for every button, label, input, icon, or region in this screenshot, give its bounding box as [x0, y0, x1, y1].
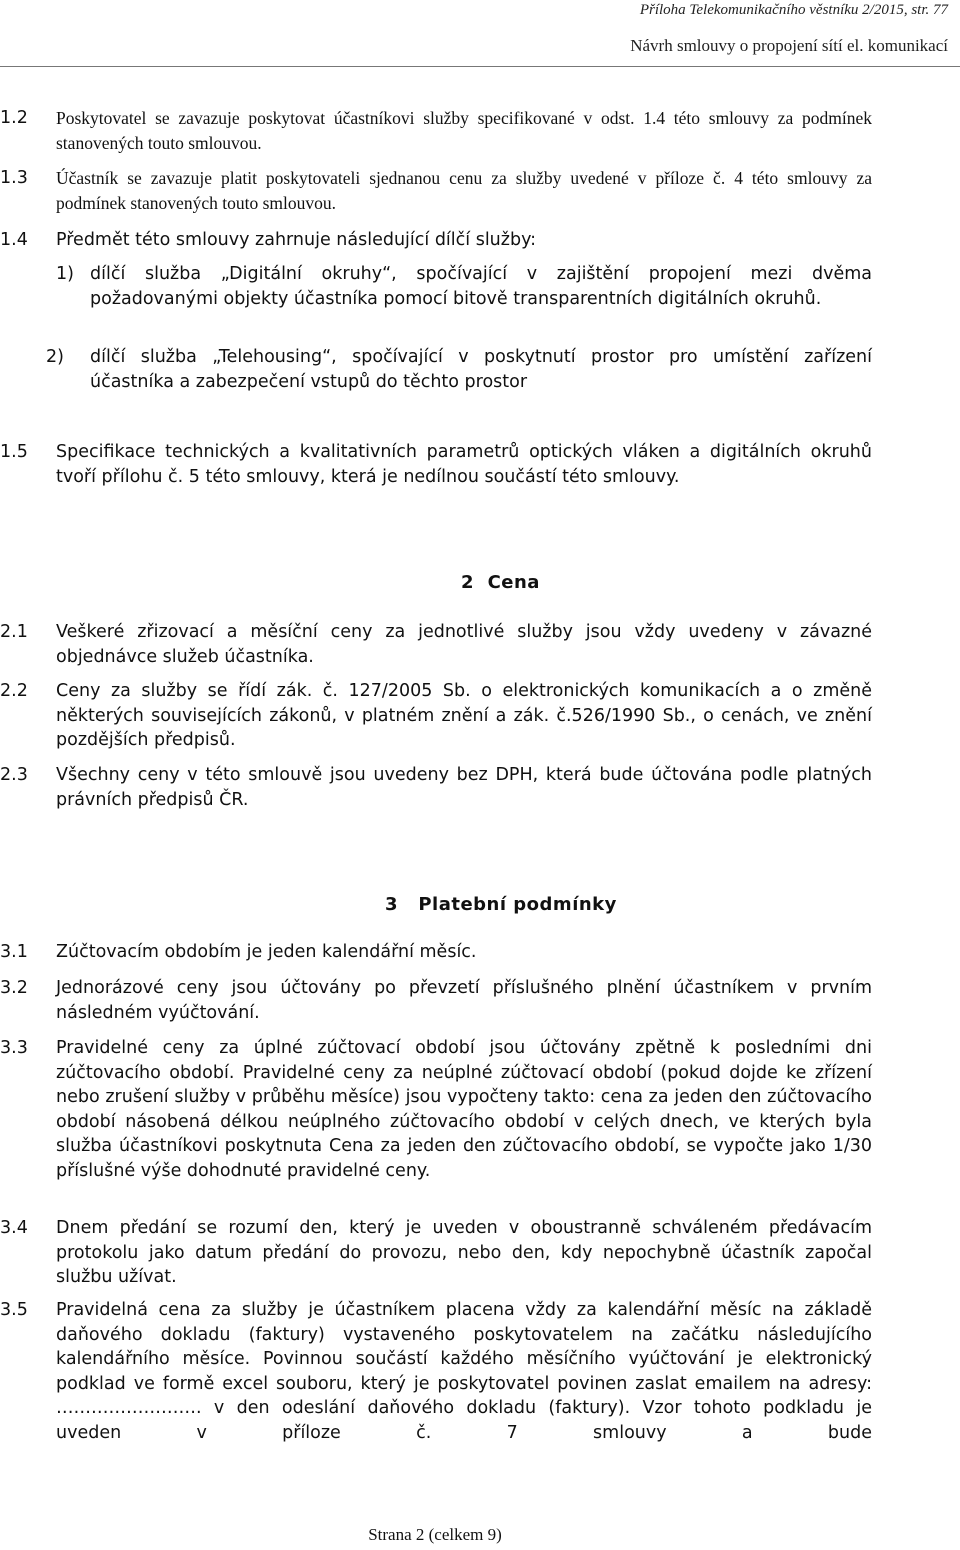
section-number: 3	[385, 894, 399, 915]
clause-text: Předmět této smlouvy zahrnuje následující dílčí služby:	[56, 230, 537, 250]
clause-text: Pravidelná cena za služby je účastníkem placena vždy za kalendářní měsíc na základě daňového dokladu (faktury) vystaveného poskytovatelem na začátku následujícího kalendářního měsíce. Povinnou součástí každého měsíčního vyúčtování je elektronický podklad ve formě excel souboru, který je poskytovatel povinen zaslat emailem na adresy: ……………………. v den odeslání daňového dokladu (faktury). Vzor tohoto podkladu je uveden v příloze č. 7 smlouvy a bude	[56, 1300, 872, 1443]
document-title-header: Návrh smlouvy o propojení sítí el. komunikací	[630, 36, 948, 55]
clause-number: 1.3	[0, 168, 28, 188]
clause-1-5	[0, 440, 872, 489]
section-title: Platební podmínky	[418, 894, 617, 915]
clause-text: Všechny ceny v této smlouvě jsou uvedeny bez DPH, která bude účtována podle platných právních předpisů ČR.	[56, 765, 872, 810]
clause-number: 2.3	[0, 765, 28, 785]
clause-3-3	[0, 1036, 872, 1183]
clause-text: Účastník se zavazuje platit poskytovateli sjednanou cenu za služby uvedené v příloze č. 4 této smlouvy za podmínek stanovených touto smlouvou.	[56, 168, 872, 213]
clause-3-5	[0, 1298, 872, 1445]
clause-3-1	[0, 940, 872, 965]
clause-text: Zúčtovacím obdobím je jeden kalendářní měsíc.	[56, 942, 477, 962]
section-number: 2	[461, 572, 475, 593]
clause-2-2	[0, 679, 872, 753]
clause-1-4	[0, 228, 872, 253]
clause-number: 1.5	[0, 442, 28, 462]
clause-1-3	[0, 166, 872, 215]
clause-text: Specifikace technických a kvalitativních parametrů optických vláken a digitálních okruhů tvoří přílohu č. 5 této smlouvy, která je nedílnou součástí této smlouvy.	[56, 442, 872, 487]
page-footer: Strana 2 (celkem 9)	[368, 1525, 502, 1544]
clause-text: Dnem předání se rozumí den, který je uveden v oboustranně schváleném předávacím protokolu jako datum předání do provozu, nebo den, kdy nepochybně účastník započal službu užívat.	[56, 1218, 872, 1287]
clause-number: 2.1	[0, 622, 28, 642]
clause-number: 1.4	[0, 230, 28, 250]
clause-number: 3.4	[0, 1218, 28, 1238]
clause-2-1	[0, 620, 872, 669]
clause-text: Poskytovatel se zavazuje poskytovat účastníkovi služby specifikované v odst. 1.4 této smlouvy za podmínek stanovených touto smlouvou.	[56, 108, 872, 153]
clause-3-2	[0, 976, 872, 1025]
clause-3-4	[0, 1216, 872, 1290]
clause-2-3	[0, 763, 872, 812]
clause-text: Pravidelné ceny za úplné zúčtovací období jsou účtovány zpětně k posledními dni zúčtovacího období. Pravidelné ceny za neúplné zúčtovací období (pokud dojde ke zřízení nebo zrušení služby v průběhu měsíce) jsou vypočteny takto: cena za jeden den zúčtovacího období násobená délkou neúplného zúčtovacího období v celých dnech, ve kterých byla služba účastníkovi poskytnuta Cena za jeden den zúčtovacího období, se vypočte jako 1/30 příslušné výše dohodnuté pravidelné ceny.	[56, 1038, 872, 1181]
list-item-text: dílčí služba „Telehousing“, spočívající v poskytnutí prostor pro umístění zařízení účastníka a zabezpečení vstupů do těchto prostor	[90, 347, 872, 392]
header-divider	[0, 66, 960, 67]
list-item-number: 2)	[46, 347, 64, 367]
section-title: Cena	[487, 572, 540, 593]
clause-number: 3.5	[0, 1300, 28, 1320]
clause-text: Ceny za služby se řídí zák. č. 127/2005 Sb. o elektronických komunikacích a o změně některých souvisejících zákonů, v platném znění a zák. č.526/1990 Sb., o cenách, ve znění pozdějších předpisů.	[56, 681, 872, 750]
list-item-2	[0, 345, 872, 394]
list-item-1	[0, 262, 872, 311]
clause-number: 1.2	[0, 108, 28, 128]
section-heading-2	[461, 572, 540, 593]
list-item-text: dílčí služba „Digitální okruhy“, spočívající v zajištění propojení mezi dvěma požadovanými objekty účastníka pomocí bitově transparentních digitálních okruhů.	[90, 264, 872, 309]
list-item-number: 1)	[56, 264, 74, 284]
clause-text: Veškeré zřizovací a měsíční ceny za jednotlivé služby jsou vždy uvedeny v závazné objednávce služeb účastníka.	[56, 622, 872, 667]
journal-header: Příloha Telekomunikačního věstníku 2/2015, str. 77	[639, 2, 948, 18]
clause-number: 3.2	[0, 978, 28, 998]
clause-1-2	[0, 106, 872, 155]
clause-text: Jednorázové ceny jsou účtovány po převzetí příslušného plnění účastníkem v prvním následném vyúčtování.	[56, 978, 872, 1023]
section-heading-3	[385, 894, 617, 915]
clause-number: 2.2	[0, 681, 28, 701]
clause-number: 3.3	[0, 1038, 28, 1058]
clause-number: 3.1	[0, 942, 28, 962]
